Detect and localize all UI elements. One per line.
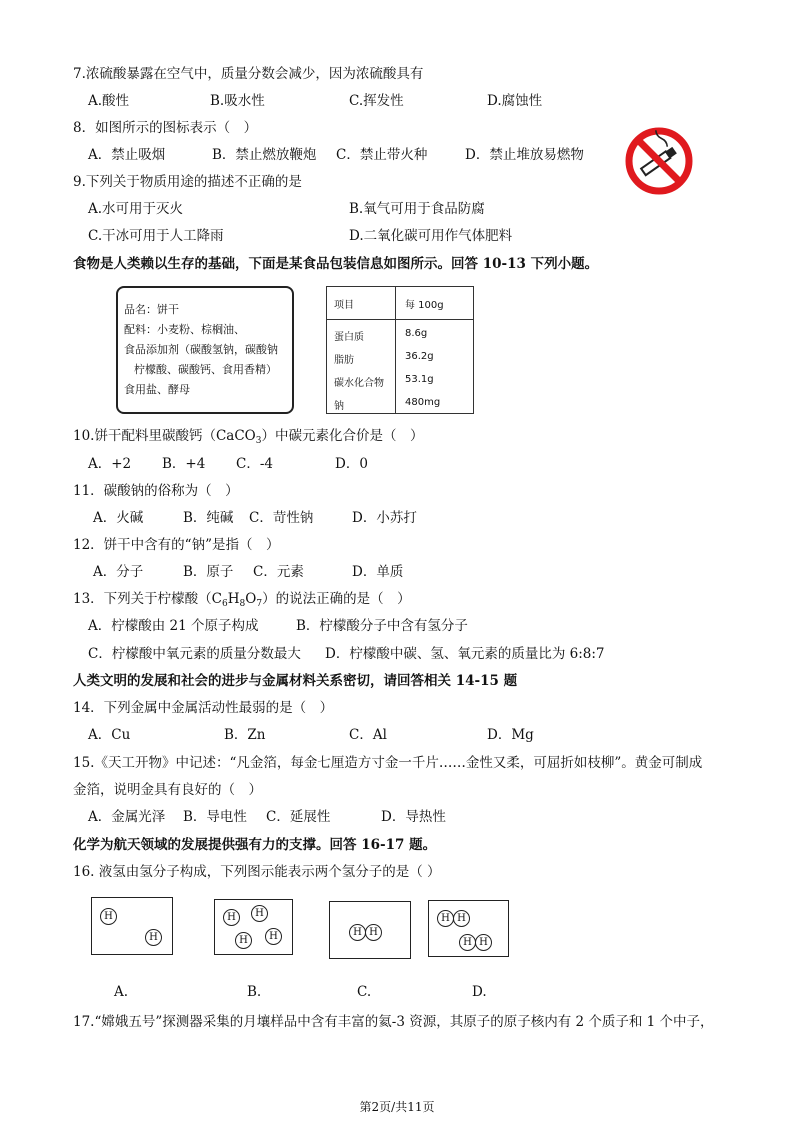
nutrition-header-item: 项目 xyxy=(334,300,354,311)
hydrogen-atom: H xyxy=(145,929,162,946)
q14-option-d: D．Mg xyxy=(487,727,534,743)
label-line: 配料：小麦粉、棕榈油、 xyxy=(124,323,245,336)
q15-option-d: D．导热性 xyxy=(381,809,446,825)
nutrition-table xyxy=(326,286,474,414)
q7-option-d: D.腐蚀性 xyxy=(487,93,543,109)
diagram-c-box xyxy=(329,901,411,959)
nutrition-row-item: 碳水化合物 xyxy=(334,378,384,389)
q8-stem: 8．如图所示的图标表示（ ） xyxy=(73,120,258,136)
q7-stem: 7.浓硫酸暴露在空气中，质量分数会减少，因为浓硫酸具有 xyxy=(73,66,424,82)
label-line: 食品添加剂（碳酸氢钠，碳酸钠 xyxy=(124,343,278,356)
q10-option-b: B．+4 xyxy=(162,456,206,472)
q9-stem: 9.下列关于物质用途的描述不正确的是 xyxy=(73,174,302,190)
q7-option-c: C.挥发性 xyxy=(349,93,404,109)
hydrogen-atom: H xyxy=(235,932,252,949)
hydrogen-atom: H xyxy=(251,905,268,922)
q14-option-b: B．Zn xyxy=(224,727,266,743)
q8-option-b: B．禁止燃放鞭炮 xyxy=(212,147,317,163)
hydrogen-atom: H xyxy=(265,928,282,945)
nutrition-row-value: 480mg xyxy=(405,397,441,408)
section-heading-metals: 人类文明的发展和社会的进步与金属材料关系密切，请回答相关 14-15 题 xyxy=(73,673,518,689)
hydrogen-atom: H xyxy=(459,934,476,951)
q13-option-c: C．柠檬酸中氧元素的质量分数最大 xyxy=(88,646,301,662)
q15-option-a: A．金属光泽 xyxy=(88,809,166,825)
diagram-d-box xyxy=(428,900,509,957)
nutrition-row-item: 脂肪 xyxy=(334,355,354,366)
nutrition-header-per: 每 100g xyxy=(405,300,444,311)
q15-option-b: B．导电性 xyxy=(183,809,247,825)
label-line: 柠檬酸、碳酸钙、食用香精） xyxy=(134,363,277,376)
q7-option-a: A.酸性 xyxy=(88,93,130,109)
hydrogen-atom: H xyxy=(223,909,240,926)
hydrogen-atom: H xyxy=(349,924,366,941)
q12-option-b: B．原子 xyxy=(183,564,234,580)
q17-stem: 17.“嫦娥五号”探测器采集的月壤样品中含有丰富的氦-3 资源，其原子的原子核内有 2 个质子和 1 个中子， xyxy=(73,1014,714,1030)
q15-stem-line1: 15.《天工开物》中记述：“凡金箔，每金七厘造方寸金一千片……金性又柔，可屈折如枝柳”。黄金可制成 xyxy=(73,755,703,771)
q7-option-b: B.吸水性 xyxy=(210,93,265,109)
q11-option-c: C．苛性钠 xyxy=(249,510,314,526)
q11-option-d: D．小苏打 xyxy=(352,510,417,526)
q14-stem: 14．下列金属中金属活动性最弱的是（ ） xyxy=(73,700,334,716)
q12-option-a: A．分子 xyxy=(93,564,144,580)
q13-option-a: A．柠檬酸由 21 个原子构成 xyxy=(88,618,259,634)
q8-option-a: A．禁止吸烟 xyxy=(88,147,166,163)
hydrogen-atom: H xyxy=(365,924,382,941)
q8-option-d: D．禁止堆放易燃物 xyxy=(465,147,584,163)
q9-option-d: D.二氧化碳可用作气体肥料 xyxy=(349,228,513,244)
q15-option-c: C．延展性 xyxy=(266,809,331,825)
q10-option-c: C．-4 xyxy=(236,456,273,472)
q10-stem: 10.饼干配料里碳酸钙（CaCO$_3$）中碳元素化合价是（ ） xyxy=(73,428,424,446)
q15-stem-line2: 金箔，说明金具有良好的（ ） xyxy=(73,782,262,798)
hydrogen-atom: H xyxy=(100,908,117,925)
q16-option-b: B. xyxy=(247,984,262,1000)
q11-stem: 11．碳酸钠的俗称为（ ） xyxy=(73,483,239,499)
section-heading-aerospace: 化学为航天领域的发展提供强有力的支撑。回答 16-17 题。 xyxy=(73,837,437,853)
q11-option-a: A．火碱 xyxy=(93,510,144,526)
label-line: 食用盐、酵母 xyxy=(124,383,190,396)
hydrogen-atom: H xyxy=(437,910,454,927)
package-ingredients-box xyxy=(116,286,294,414)
diagram-a-box xyxy=(91,897,173,955)
q16-stem: 16. 液氢由氢分子构成，下列图示能表示两个氢分子的是（ ） xyxy=(73,864,441,880)
q9-option-c: C.干冰可用于人工降雨 xyxy=(88,228,224,244)
q16-option-d: D. xyxy=(472,984,487,1000)
q14-option-c: C．Al xyxy=(349,727,387,743)
page-number: 第2页/共11页 xyxy=(359,1100,435,1114)
nutrition-row-value: 36.2g xyxy=(405,351,434,362)
hydrogen-atom: H xyxy=(453,910,470,927)
q12-option-c: C．元素 xyxy=(253,564,304,580)
q13-option-d: D．柠檬酸中碳、氢、氧元素的质量比为 6:8:7 xyxy=(325,646,605,662)
q13-option-b: B．柠檬酸分子中含有氢分子 xyxy=(296,618,468,634)
diagram-b-box xyxy=(214,899,293,955)
q10-option-d: D．0 xyxy=(335,456,368,472)
q11-option-b: B．纯碱 xyxy=(183,510,234,526)
q16-option-a: A. xyxy=(114,984,129,1000)
q16-option-c: C. xyxy=(357,984,372,1000)
nutrition-row-value: 8.6g xyxy=(405,328,428,339)
q9-option-b: B.氧气可用于食品防腐 xyxy=(349,201,485,217)
section-heading-food: 食物是人类赖以生存的基础，下面是某食品包装信息如图所示。回答 10-13 下列小题。 xyxy=(73,256,599,272)
hydrogen-atom: H xyxy=(475,934,492,951)
q8-option-c: C．禁止带火种 xyxy=(336,147,428,163)
nutrition-row-item: 蛋白质 xyxy=(334,332,364,343)
label-line: 品名：饼干 xyxy=(124,303,179,316)
q12-stem: 12．饼干中含有的“钠”是指（ ） xyxy=(73,537,280,553)
q13-stem: 13．下列关于柠檬酸$(C_6H_8O_7)$的说法正确的是（ ） xyxy=(73,591,411,609)
nutrition-row-item: 钠 xyxy=(334,401,344,412)
nutrition-row-value: 53.1g xyxy=(405,374,434,385)
q14-option-a: A．Cu xyxy=(88,727,131,743)
q9-option-a: A.水可用于灭火 xyxy=(88,201,184,217)
q12-option-d: D．单质 xyxy=(352,564,404,580)
q10-option-a: A．+2 xyxy=(88,456,132,472)
no-smoking-icon xyxy=(624,126,694,196)
